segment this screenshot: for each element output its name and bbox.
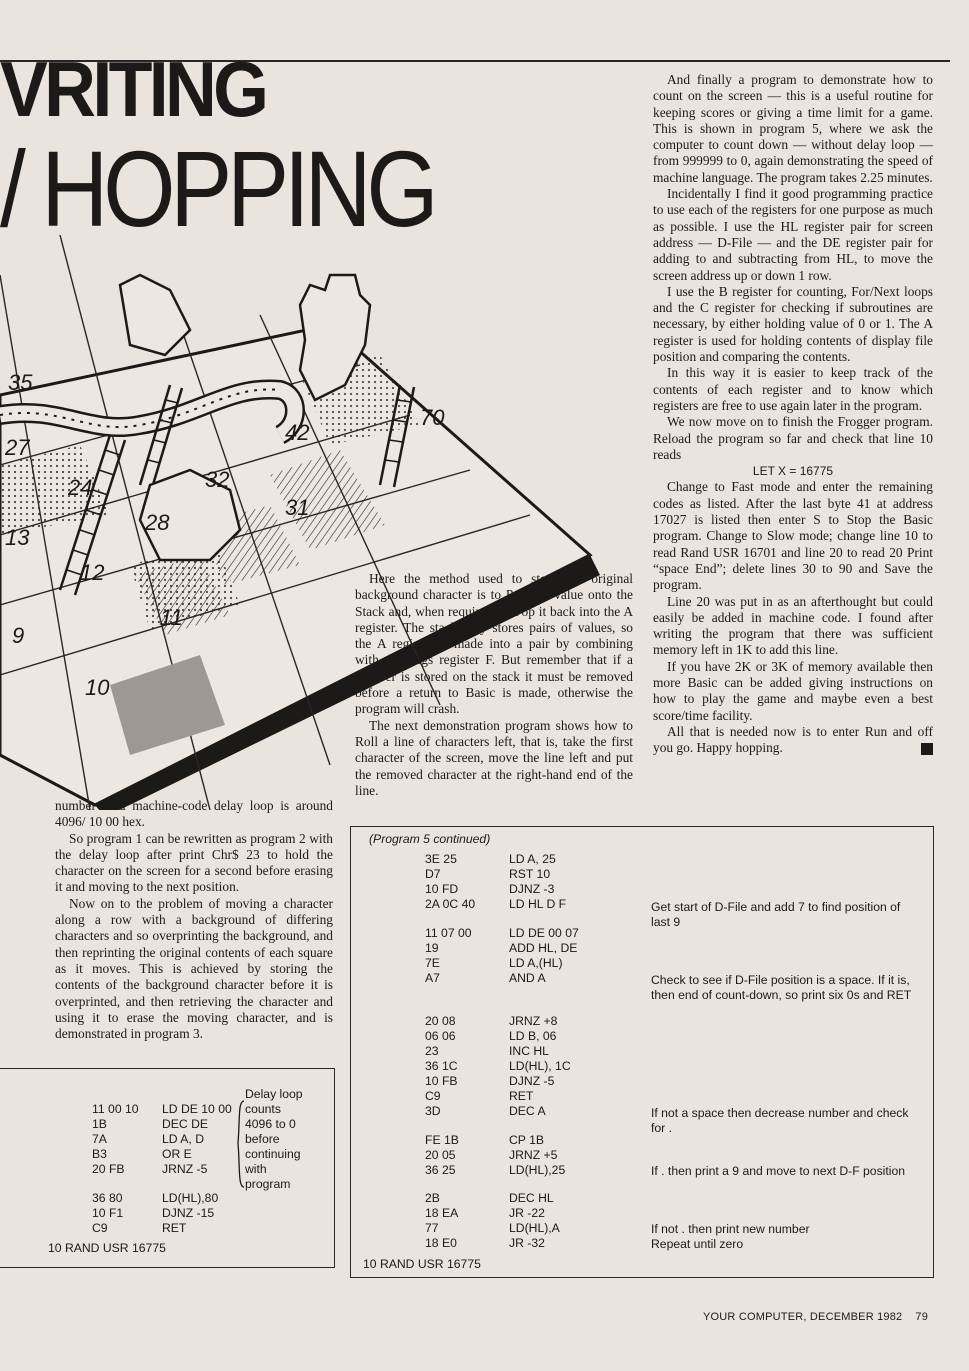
paragraph: Change to Fast mode and enter the remaining codes as listed. After the last byte 41 at address 17027 is listed then enter S to Stop the Basic program. Change to Slow mode; change line 10 to read Rand USR 16701 and line 20 to read 20 Print “space End”; delete lines 30 to 90 and Save the program. [653, 479, 933, 593]
code-asm: RST 10 [509, 867, 551, 881]
square-number: 24 [68, 475, 93, 500]
code-asm: RET [162, 1221, 187, 1235]
square-number: 31 [285, 495, 310, 520]
code-hex: 18 E0 [425, 1236, 457, 1250]
code-asm: JR -32 [509, 1236, 545, 1250]
column-middle [355, 571, 633, 799]
code-asm: JRNZ -5 [162, 1162, 208, 1176]
code-hex: FE 1B [425, 1133, 459, 1147]
square-number: 10 [85, 675, 110, 700]
square-number: 42 [285, 420, 310, 445]
code-hex: 11 07 00 [425, 926, 472, 940]
code-asm: RET [509, 1089, 534, 1103]
code-comment: If not a space then decrease number and check for . [651, 1106, 909, 1135]
code-asm: JRNZ +8 [509, 1014, 558, 1028]
code-asm: LD(HL),25 [509, 1163, 566, 1177]
code-hex: D7 [425, 867, 441, 881]
code-hex: 10 FB [425, 1074, 458, 1088]
end-mark-icon [921, 743, 933, 755]
code-hex: 20 05 [425, 1148, 456, 1162]
headline-line1: VRITING [0, 45, 266, 133]
code-hex: 18 EA [425, 1206, 459, 1220]
square-number: 70 [420, 405, 445, 430]
delay-note-line: 4096 to 0 [245, 1117, 296, 1131]
paragraph: Now on to the problem of moving a character along a row with a background of differing characters and so overprinting the background, and then reprinting the original contents of each square as it moves. This is achieved by storing the contents of the background character before it is overprinted, and then retrieving the character and using it to erase the moving character, and is demonstrated in program 3. [55, 895, 333, 1042]
code-asm: DEC DE [162, 1117, 209, 1131]
code-asm: CP 1B [509, 1133, 545, 1147]
code-asm: LD(HL),80 [162, 1191, 219, 1205]
program-title: (Program 5 continued) [369, 832, 491, 846]
paragraph: If you have 2K or 3K of memory available then more Basic can be added giving instructions on how to play the game and maybe even a best score/time facility. [653, 658, 933, 723]
code-asm: LD A, D [162, 1132, 204, 1146]
square-number: 13 [5, 525, 30, 550]
code-hex: 2A 0C 40 [425, 897, 476, 911]
code-hex: 3D [425, 1104, 441, 1118]
code-asm: DEC A [509, 1104, 546, 1118]
delay-note-line: before [245, 1132, 280, 1146]
program-footer: 10 RAND USR 16775 [48, 1241, 166, 1255]
code-asm: LD DE 10 00 [162, 1102, 232, 1116]
code-hex: 19 [425, 941, 439, 955]
paragraph [653, 724, 933, 757]
paragraph: I use the B register for counting, For/Next loops and the C register for checking if subroutines are necessary, by either holding value of 0 or 1. The A register is used for holding contents of display file position and comparing the contents. [653, 283, 933, 365]
square-number: 9 [12, 623, 25, 648]
code-hex: C9 [425, 1089, 441, 1103]
column-left [55, 798, 333, 1042]
code-comment: If not . then print new number Repeat until zero [651, 1222, 810, 1251]
code-asm: DEC HL [509, 1191, 554, 1205]
code-asm: JR -22 [509, 1206, 545, 1220]
paragraph-text: All that is needed now is to enter Run and off you go. Happy hopping. [653, 723, 933, 756]
code-hex: 11 00 10 [92, 1102, 139, 1116]
code-hex: 10 FD [425, 882, 459, 896]
paragraph: Line 20 was put in as an afterthought but could easily be added in machine code. I found after writing the program that there was sufficient memory left in 1K to add this line. [653, 593, 933, 658]
code-asm: AND A [509, 971, 546, 985]
code-hex: A7 [425, 971, 440, 985]
code-asm: DJNZ -5 [509, 1074, 555, 1088]
paragraph: Here the method used to store the original background character is to Push its value onto the Stack and, when required, to Pop it back into the A register. The stack only stores pairs of values, so the A register is made into a pair by combining with the flags register F. But remember that if a number is stored on the stack it must be removed before a return to Basic is made, otherwise the program will crash. [355, 571, 633, 717]
delay-note-title: Delay loop [245, 1087, 303, 1101]
code-asm: LD HL D F [509, 897, 567, 911]
paragraph: We now move on to finish the Frogger program. Reload the program so far and check that line 10 reads [653, 414, 933, 462]
code-hex: 23 [425, 1044, 439, 1058]
program2-listing [0, 1068, 335, 1268]
code-hex: 1B [92, 1117, 107, 1131]
magazine-issue: YOUR COMPUTER, DECEMBER 1982 [703, 1311, 903, 1323]
code-hex: 10 F1 [92, 1206, 124, 1220]
delay-note-line: with [245, 1162, 267, 1176]
paragraph: In this way it is easier to keep track of the contents of each register and to know which registers are free to use again later in the program. [653, 365, 933, 413]
code-hex: 20 FB [92, 1162, 125, 1176]
code-hex: 3E 25 [425, 852, 457, 866]
code-line: LET X = 16775 [752, 464, 834, 479]
code-asm: LD A, 25 [509, 852, 556, 866]
delay-note-line: program [245, 1177, 291, 1191]
code-hex: 7A [92, 1132, 107, 1146]
paragraph: The next demonstration program shows how to Roll a line of characters left, that is, take the first character of the screen, move the line left and put the removed character at the right-hand end of the line. [355, 717, 633, 798]
code-asm: LD(HL),A [509, 1221, 560, 1235]
code-hex: 36 1C [425, 1059, 458, 1073]
square-number: 12 [80, 560, 105, 585]
code-comment: Get start of D-File and add 7 to find position of last 9 [651, 900, 901, 929]
paragraph: number in a machine-code delay loop is around 4096/ 10 00 hex. [55, 798, 333, 830]
square-number: 32 [205, 467, 230, 492]
code-comment: Check to see if D-File position is a space. If it is, then end of count-down, so print six 0s and RET [651, 973, 912, 1002]
code-hex: 7E [425, 956, 440, 970]
page-footer [703, 1311, 928, 1323]
code-asm: JRNZ +5 [509, 1148, 558, 1162]
square-number: 35 [8, 370, 33, 395]
code-hex: 36 25 [425, 1163, 456, 1177]
code-hex: 36 80 [92, 1191, 123, 1205]
code-asm: INC HL [509, 1044, 549, 1058]
square-number: 28 [145, 510, 170, 535]
code-hex: C9 [92, 1221, 108, 1235]
code-asm: LD A,(HL) [509, 956, 563, 970]
code-asm: LD(HL), 1C [509, 1059, 571, 1073]
code-asm: DJNZ -3 [509, 882, 555, 896]
square-number: 27 [5, 435, 30, 460]
paragraph: Incidentally I find it good programming practice to use each of the registers for one purpose as much as possible. I use the HL register pair for screen address — D-File — and the DE register pair for adding to and subtracting from HL, to move the screen address up or down 1 row. [653, 186, 933, 283]
code-comment: If . then print a 9 and move to next D-F position [651, 1164, 906, 1178]
delay-note-line: counts [245, 1102, 281, 1116]
code-hex: 2B [425, 1191, 440, 1205]
program-footer: 10 RAND USR 16775 [363, 1257, 481, 1271]
square-number: 11 [160, 605, 183, 630]
headline-line2: / HOPPING [0, 128, 434, 249]
code-asm: OR E [162, 1147, 192, 1161]
paragraph: And finally a program to demonstrate how to count on the screen — this is a useful routine for keeping scores or giving a time limit for a game. This is shown in program 5, where we ask the computer to count down — without delay loop — from 999999 to 0, again demonstrating the speed of machine language. The program takes 2.25 minutes. [653, 72, 933, 185]
code-asm: LD DE 00 07 [509, 926, 579, 940]
code-asm: LD B, 06 [509, 1029, 557, 1043]
code-hex: B3 [92, 1147, 107, 1161]
code-hex: 77 [425, 1221, 439, 1235]
code-asm: DJNZ -15 [162, 1206, 215, 1220]
code-hex: 06 06 [425, 1029, 456, 1043]
paragraph: So program 1 can be rewritten as program 2 with the delay loop after print Chr$ 23 to hold the character on the screen for a second before erasing it and moving to the next position. [55, 830, 333, 895]
page-number: 79 [915, 1311, 929, 1323]
program5-listing [350, 826, 934, 1278]
column-right [653, 72, 933, 756]
delay-note-line: continuing [245, 1147, 301, 1161]
code-asm: ADD HL, DE [509, 941, 578, 955]
code-hex: 20 08 [425, 1014, 456, 1028]
